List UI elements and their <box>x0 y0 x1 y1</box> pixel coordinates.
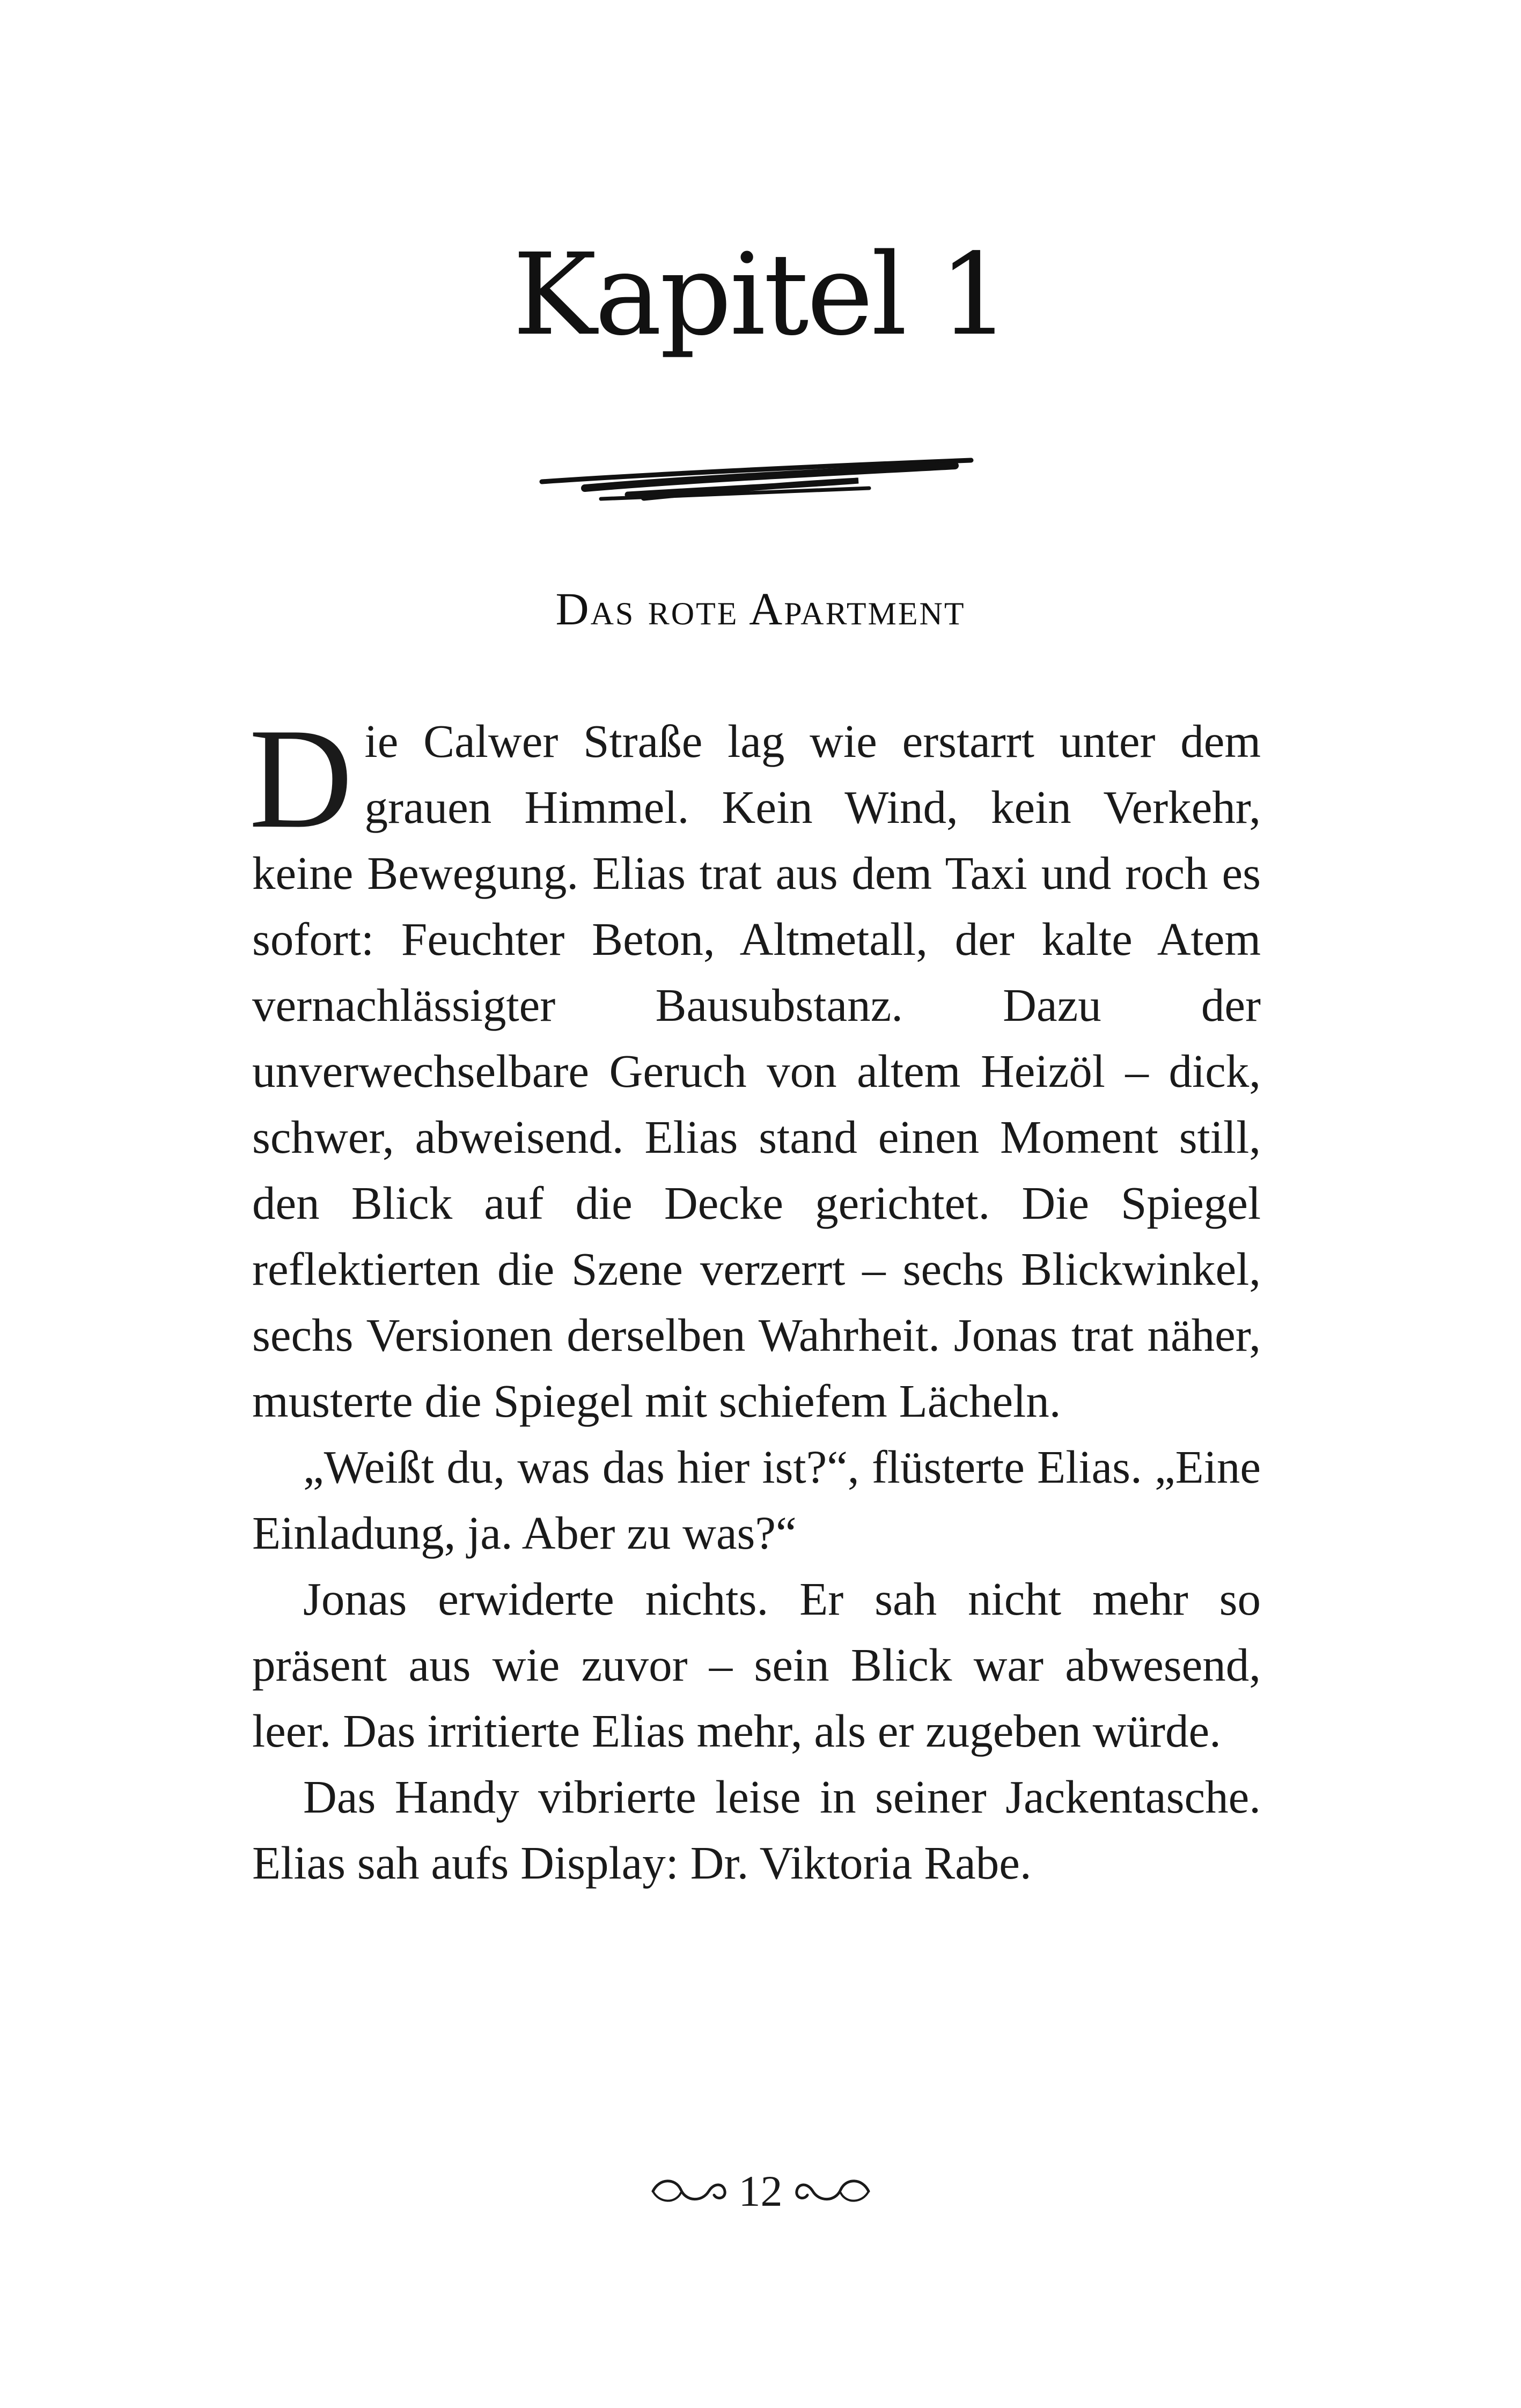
page-number: 12 <box>738 2167 783 2215</box>
page-footer <box>0 2162 1521 2221</box>
chapter-title: Kapitel 1 <box>512 229 1009 360</box>
brush-stroke-divider-icon <box>537 445 976 504</box>
swirl-ornament-icon <box>649 2173 729 2210</box>
paragraph: Das Handy vibrierte leise in seiner Jackentasche. Elias sah aufs Display: Dr. Viktoria Rabe. <box>252 1771 1261 1889</box>
swirl-ornament-icon <box>792 2173 873 2210</box>
opening-paragraph-text: ie Calwer Straße lag wie erstarrt unter dem grauen Himmel. Kein Wind, kein Verkehr, keine Bewegung. Elias trat aus dem Taxi und roch es sofort: Feuchter Beton, Altmetall, der kalte Atem vernachlässigter Bausubstanz. Dazu der unverwechselbare Geruch von altem Heizöl – dick, schwer, abweisend. Elias stand einen Moment still, den Blick auf die Decke gerichtet. Die Spiegel reflektierten die Szene verzerrt – sechs Blickwinkel, sechs Versionen derselben Wahrheit. Jonas trat näher, musterte die Spiegel mit schiefem Lächeln. <box>252 715 1261 1427</box>
paragraph: „Weißt du, was das hier ist?“, flüsterte Elias. „Eine Einladung, ja. Aber zu was?“ <box>252 1441 1261 1559</box>
paragraph: Jonas erwiderte nichts. Er sah nicht mehr so präsent aus wie zuvor – sein Blick war abwesend, leer. Das irritierte Elias mehr, als er zugeben würde. <box>252 1573 1261 1757</box>
drop-cap: D <box>249 698 353 858</box>
chapter-subtitle: Das rote Apartment <box>555 583 966 635</box>
opening-paragraph <box>249 698 1261 1434</box>
body-text <box>249 698 1261 1896</box>
